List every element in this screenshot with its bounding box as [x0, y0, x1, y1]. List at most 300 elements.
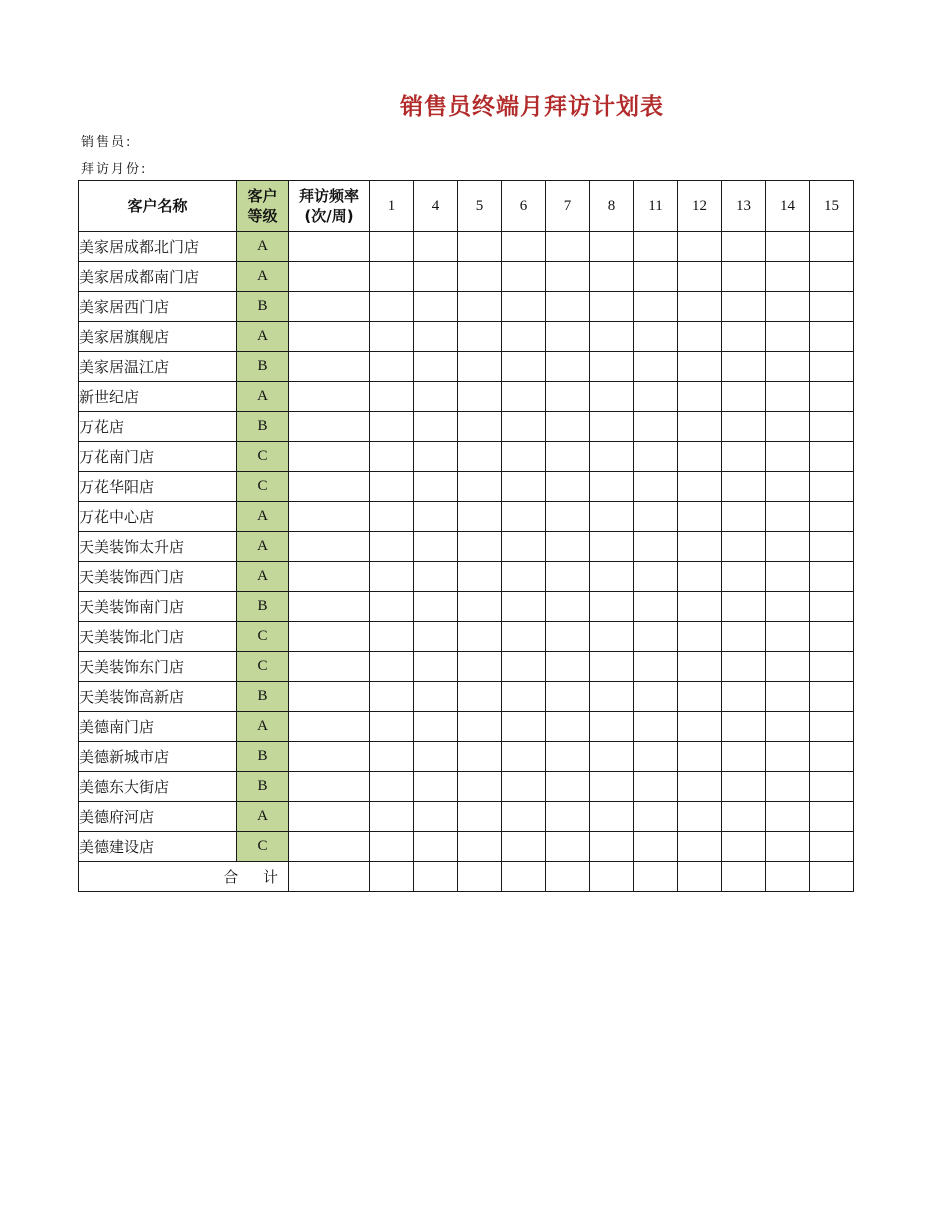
customer-level-cell[interactable]: B — [237, 352, 289, 382]
visit-day-cell[interactable] — [502, 502, 546, 532]
visit-day-cell[interactable] — [414, 532, 458, 562]
visit-day-cell[interactable] — [722, 262, 766, 292]
visit-day-cell[interactable] — [458, 682, 502, 712]
visit-day-cell[interactable] — [810, 802, 854, 832]
visit-day-cell[interactable] — [546, 442, 590, 472]
visit-day-cell[interactable] — [678, 322, 722, 352]
visit-day-cell[interactable] — [722, 502, 766, 532]
customer-level-cell[interactable]: B — [237, 682, 289, 712]
visit-day-cell[interactable] — [722, 322, 766, 352]
visit-day-cell[interactable] — [370, 322, 414, 352]
visit-day-cell[interactable] — [414, 832, 458, 862]
visit-day-cell[interactable] — [678, 682, 722, 712]
visit-day-cell[interactable] — [810, 712, 854, 742]
visit-day-cell[interactable] — [678, 472, 722, 502]
customer-name-cell[interactable]: 万花南门店 — [79, 442, 237, 472]
visit-day-cell[interactable] — [414, 352, 458, 382]
visit-day-cell[interactable] — [678, 352, 722, 382]
visit-day-cell[interactable] — [678, 832, 722, 862]
visit-day-cell[interactable] — [810, 382, 854, 412]
visit-day-cell[interactable] — [634, 472, 678, 502]
visit-day-cell[interactable] — [414, 412, 458, 442]
customer-level-cell[interactable]: A — [237, 502, 289, 532]
customer-level-cell[interactable]: B — [237, 292, 289, 322]
visit-day-cell[interactable] — [370, 562, 414, 592]
customer-name-cell[interactable]: 天美装饰西门店 — [79, 562, 237, 592]
visit-day-cell[interactable] — [722, 802, 766, 832]
visit-frequency-cell[interactable] — [289, 352, 370, 382]
visit-day-cell[interactable] — [370, 772, 414, 802]
visit-day-cell[interactable] — [546, 682, 590, 712]
visit-day-cell[interactable] — [722, 382, 766, 412]
customer-name-cell[interactable]: 天美装饰东门店 — [79, 652, 237, 682]
visit-day-cell[interactable] — [370, 532, 414, 562]
visit-day-cell[interactable] — [810, 442, 854, 472]
visit-day-cell[interactable] — [414, 292, 458, 322]
visit-day-cell[interactable] — [414, 262, 458, 292]
visit-day-cell[interactable] — [590, 652, 634, 682]
visit-day-cell[interactable] — [722, 232, 766, 262]
visit-day-cell[interactable] — [590, 832, 634, 862]
visit-day-cell[interactable] — [590, 262, 634, 292]
customer-name-cell[interactable]: 美德东大街店 — [79, 772, 237, 802]
customer-level-cell[interactable]: C — [237, 442, 289, 472]
visit-day-cell[interactable] — [502, 562, 546, 592]
visit-day-cell[interactable] — [414, 772, 458, 802]
visit-day-cell[interactable] — [634, 412, 678, 442]
visit-frequency-cell[interactable] — [289, 232, 370, 262]
customer-name-cell[interactable]: 美德建设店 — [79, 832, 237, 862]
visit-day-cell[interactable] — [502, 532, 546, 562]
visit-day-cell[interactable] — [810, 592, 854, 622]
visit-day-cell[interactable] — [766, 562, 810, 592]
visit-day-cell[interactable] — [546, 292, 590, 322]
visit-day-cell[interactable] — [502, 742, 546, 772]
visit-day-cell[interactable] — [766, 682, 810, 712]
customer-name-cell[interactable]: 天美装饰北门店 — [79, 622, 237, 652]
visit-day-cell[interactable] — [458, 502, 502, 532]
visit-day-cell[interactable] — [590, 622, 634, 652]
visit-day-cell[interactable] — [502, 622, 546, 652]
visit-day-cell[interactable] — [546, 592, 590, 622]
visit-day-cell[interactable] — [370, 262, 414, 292]
visit-day-cell[interactable] — [414, 682, 458, 712]
visit-day-cell[interactable] — [766, 652, 810, 682]
visit-frequency-cell[interactable] — [289, 382, 370, 412]
visit-day-cell[interactable] — [546, 472, 590, 502]
visit-day-cell[interactable] — [722, 682, 766, 712]
visit-day-cell[interactable] — [678, 532, 722, 562]
visit-day-cell[interactable] — [634, 532, 678, 562]
visit-day-cell[interactable] — [766, 232, 810, 262]
customer-name-cell[interactable]: 万花华阳店 — [79, 472, 237, 502]
visit-day-cell[interactable] — [458, 412, 502, 442]
visit-day-cell[interactable] — [546, 232, 590, 262]
visit-day-cell[interactable] — [458, 652, 502, 682]
visit-day-cell[interactable] — [370, 622, 414, 652]
visit-day-cell[interactable] — [370, 682, 414, 712]
customer-name-cell[interactable]: 天美装饰南门店 — [79, 592, 237, 622]
visit-frequency-cell[interactable] — [289, 682, 370, 712]
visit-day-cell[interactable] — [546, 412, 590, 442]
visit-day-cell[interactable] — [722, 442, 766, 472]
customer-name-cell[interactable]: 美家居旗舰店 — [79, 322, 237, 352]
visit-day-cell[interactable] — [502, 832, 546, 862]
visit-day-cell[interactable] — [634, 742, 678, 772]
visit-day-cell[interactable] — [766, 502, 810, 532]
visit-day-cell[interactable] — [458, 472, 502, 502]
visit-day-cell[interactable] — [634, 352, 678, 382]
visit-frequency-cell[interactable] — [289, 832, 370, 862]
total-cell[interactable] — [722, 862, 766, 892]
visit-day-cell[interactable] — [634, 562, 678, 592]
customer-level-cell[interactable]: A — [237, 802, 289, 832]
visit-day-cell[interactable] — [502, 472, 546, 502]
customer-name-cell[interactable]: 美家居温江店 — [79, 352, 237, 382]
visit-day-cell[interactable] — [590, 232, 634, 262]
visit-day-cell[interactable] — [766, 532, 810, 562]
visit-day-cell[interactable] — [546, 742, 590, 772]
visit-day-cell[interactable] — [414, 442, 458, 472]
visit-frequency-cell[interactable] — [289, 472, 370, 502]
visit-day-cell[interactable] — [590, 802, 634, 832]
visit-day-cell[interactable] — [722, 472, 766, 502]
total-cell[interactable] — [458, 862, 502, 892]
visit-day-cell[interactable] — [502, 412, 546, 442]
visit-day-cell[interactable] — [414, 802, 458, 832]
visit-day-cell[interactable] — [502, 652, 546, 682]
customer-level-cell[interactable]: A — [237, 532, 289, 562]
visit-day-cell[interactable] — [502, 352, 546, 382]
customer-name-cell[interactable]: 美德府河店 — [79, 802, 237, 832]
visit-day-cell[interactable] — [458, 532, 502, 562]
visit-day-cell[interactable] — [502, 772, 546, 802]
visit-day-cell[interactable] — [414, 562, 458, 592]
visit-day-cell[interactable] — [810, 262, 854, 292]
visit-frequency-cell[interactable] — [289, 772, 370, 802]
visit-day-cell[interactable] — [766, 442, 810, 472]
visit-day-cell[interactable] — [634, 442, 678, 472]
visit-day-cell[interactable] — [546, 832, 590, 862]
visit-day-cell[interactable] — [810, 352, 854, 382]
visit-day-cell[interactable] — [678, 262, 722, 292]
customer-name-cell[interactable]: 美家居成都北门店 — [79, 232, 237, 262]
visit-day-cell[interactable] — [502, 262, 546, 292]
customer-level-cell[interactable]: C — [237, 652, 289, 682]
visit-frequency-cell[interactable] — [289, 592, 370, 622]
visit-day-cell[interactable] — [590, 442, 634, 472]
visit-day-cell[interactable] — [414, 742, 458, 772]
visit-day-cell[interactable] — [810, 532, 854, 562]
customer-level-cell[interactable]: B — [237, 772, 289, 802]
visit-day-cell[interactable] — [546, 772, 590, 802]
visit-day-cell[interactable] — [678, 712, 722, 742]
visit-day-cell[interactable] — [502, 712, 546, 742]
customer-name-cell[interactable]: 美家居西门店 — [79, 292, 237, 322]
visit-day-cell[interactable] — [810, 682, 854, 712]
visit-day-cell[interactable] — [634, 262, 678, 292]
visit-day-cell[interactable] — [370, 442, 414, 472]
visit-day-cell[interactable] — [370, 802, 414, 832]
visit-day-cell[interactable] — [678, 802, 722, 832]
visit-day-cell[interactable] — [414, 652, 458, 682]
visit-day-cell[interactable] — [370, 592, 414, 622]
visit-day-cell[interactable] — [766, 382, 810, 412]
customer-name-cell[interactable]: 美家居成都南门店 — [79, 262, 237, 292]
visit-day-cell[interactable] — [370, 352, 414, 382]
visit-frequency-cell[interactable] — [289, 322, 370, 352]
visit-frequency-cell[interactable] — [289, 532, 370, 562]
visit-day-cell[interactable] — [810, 742, 854, 772]
visit-day-cell[interactable] — [370, 712, 414, 742]
visit-day-cell[interactable] — [546, 802, 590, 832]
visit-day-cell[interactable] — [458, 382, 502, 412]
visit-day-cell[interactable] — [458, 442, 502, 472]
customer-level-cell[interactable]: A — [237, 322, 289, 352]
visit-day-cell[interactable] — [766, 262, 810, 292]
visit-day-cell[interactable] — [678, 232, 722, 262]
visit-day-cell[interactable] — [810, 322, 854, 352]
visit-day-cell[interactable] — [810, 472, 854, 502]
visit-day-cell[interactable] — [546, 262, 590, 292]
visit-day-cell[interactable] — [634, 772, 678, 802]
visit-day-cell[interactable] — [370, 412, 414, 442]
visit-day-cell[interactable] — [590, 502, 634, 532]
visit-day-cell[interactable] — [722, 772, 766, 802]
customer-level-cell[interactable]: C — [237, 472, 289, 502]
visit-day-cell[interactable] — [458, 772, 502, 802]
visit-day-cell[interactable] — [634, 652, 678, 682]
visit-day-cell[interactable] — [590, 412, 634, 442]
visit-day-cell[interactable] — [678, 502, 722, 532]
visit-day-cell[interactable] — [766, 292, 810, 322]
visit-day-cell[interactable] — [502, 292, 546, 322]
visit-day-cell[interactable] — [458, 322, 502, 352]
visit-day-cell[interactable] — [414, 712, 458, 742]
visit-day-cell[interactable] — [810, 232, 854, 262]
total-cell[interactable] — [766, 862, 810, 892]
visit-day-cell[interactable] — [502, 232, 546, 262]
visit-day-cell[interactable] — [634, 232, 678, 262]
visit-day-cell[interactable] — [766, 592, 810, 622]
visit-day-cell[interactable] — [458, 832, 502, 862]
customer-name-cell[interactable]: 天美装饰高新店 — [79, 682, 237, 712]
visit-frequency-cell[interactable] — [289, 712, 370, 742]
visit-day-cell[interactable] — [590, 742, 634, 772]
visit-day-cell[interactable] — [766, 352, 810, 382]
visit-day-cell[interactable] — [590, 772, 634, 802]
total-cell[interactable] — [502, 862, 546, 892]
visit-day-cell[interactable] — [502, 442, 546, 472]
visit-day-cell[interactable] — [370, 472, 414, 502]
visit-day-cell[interactable] — [634, 712, 678, 742]
visit-day-cell[interactable] — [590, 682, 634, 712]
visit-day-cell[interactable] — [590, 472, 634, 502]
visit-day-cell[interactable] — [634, 832, 678, 862]
visit-day-cell[interactable] — [590, 532, 634, 562]
total-cell[interactable] — [810, 862, 854, 892]
visit-frequency-cell[interactable] — [289, 802, 370, 832]
customer-level-cell[interactable]: A — [237, 712, 289, 742]
customer-level-cell[interactable]: A — [237, 382, 289, 412]
visit-day-cell[interactable] — [590, 292, 634, 322]
visit-frequency-cell[interactable] — [289, 622, 370, 652]
visit-day-cell[interactable] — [634, 682, 678, 712]
visit-day-cell[interactable] — [634, 292, 678, 322]
visit-day-cell[interactable] — [810, 292, 854, 322]
visit-day-cell[interactable] — [722, 592, 766, 622]
visit-day-cell[interactable] — [414, 322, 458, 352]
visit-day-cell[interactable] — [678, 412, 722, 442]
customer-level-cell[interactable]: B — [237, 742, 289, 772]
customer-level-cell[interactable]: B — [237, 412, 289, 442]
customer-name-cell[interactable]: 美德新城市店 — [79, 742, 237, 772]
visit-day-cell[interactable] — [370, 502, 414, 532]
visit-day-cell[interactable] — [810, 622, 854, 652]
visit-day-cell[interactable] — [502, 682, 546, 712]
visit-day-cell[interactable] — [546, 532, 590, 562]
visit-day-cell[interactable] — [458, 292, 502, 322]
visit-day-cell[interactable] — [766, 802, 810, 832]
customer-level-cell[interactable]: A — [237, 562, 289, 592]
visit-day-cell[interactable] — [722, 742, 766, 772]
visit-day-cell[interactable] — [810, 562, 854, 592]
visit-day-cell[interactable] — [458, 262, 502, 292]
visit-day-cell[interactable] — [766, 322, 810, 352]
visit-day-cell[interactable] — [634, 802, 678, 832]
visit-day-cell[interactable] — [678, 562, 722, 592]
visit-day-cell[interactable] — [634, 322, 678, 352]
total-cell[interactable] — [370, 862, 414, 892]
visit-day-cell[interactable] — [678, 292, 722, 322]
visit-day-cell[interactable] — [458, 712, 502, 742]
visit-day-cell[interactable] — [766, 832, 810, 862]
visit-day-cell[interactable] — [722, 562, 766, 592]
customer-level-cell[interactable]: C — [237, 832, 289, 862]
visit-day-cell[interactable] — [722, 292, 766, 322]
visit-day-cell[interactable] — [546, 622, 590, 652]
visit-day-cell[interactable] — [722, 622, 766, 652]
visit-day-cell[interactable] — [502, 592, 546, 622]
visit-day-cell[interactable] — [414, 382, 458, 412]
visit-day-cell[interactable] — [546, 502, 590, 532]
visit-day-cell[interactable] — [546, 712, 590, 742]
visit-day-cell[interactable] — [634, 382, 678, 412]
visit-day-cell[interactable] — [722, 352, 766, 382]
visit-day-cell[interactable] — [370, 232, 414, 262]
visit-day-cell[interactable] — [546, 382, 590, 412]
visit-day-cell[interactable] — [502, 382, 546, 412]
visit-day-cell[interactable] — [414, 622, 458, 652]
visit-day-cell[interactable] — [546, 652, 590, 682]
visit-day-cell[interactable] — [766, 472, 810, 502]
visit-day-cell[interactable] — [370, 742, 414, 772]
visit-frequency-cell[interactable] — [289, 292, 370, 322]
visit-day-cell[interactable] — [414, 472, 458, 502]
customer-name-cell[interactable]: 天美装饰太升店 — [79, 532, 237, 562]
visit-day-cell[interactable] — [810, 652, 854, 682]
visit-day-cell[interactable] — [678, 622, 722, 652]
visit-frequency-cell[interactable] — [289, 502, 370, 532]
visit-day-cell[interactable] — [678, 592, 722, 622]
visit-frequency-cell[interactable] — [289, 652, 370, 682]
visit-day-cell[interactable] — [458, 742, 502, 772]
visit-day-cell[interactable] — [458, 562, 502, 592]
visit-frequency-cell[interactable] — [289, 562, 370, 592]
customer-name-cell[interactable]: 万花中心店 — [79, 502, 237, 532]
visit-day-cell[interactable] — [678, 442, 722, 472]
visit-day-cell[interactable] — [590, 322, 634, 352]
visit-day-cell[interactable] — [590, 352, 634, 382]
visit-day-cell[interactable] — [634, 592, 678, 622]
customer-level-cell[interactable]: A — [237, 232, 289, 262]
visit-day-cell[interactable] — [722, 532, 766, 562]
visit-day-cell[interactable] — [678, 772, 722, 802]
visit-day-cell[interactable] — [590, 712, 634, 742]
visit-frequency-cell[interactable] — [289, 442, 370, 472]
total-cell[interactable] — [678, 862, 722, 892]
visit-day-cell[interactable] — [370, 382, 414, 412]
visit-day-cell[interactable] — [590, 562, 634, 592]
visit-day-cell[interactable] — [458, 352, 502, 382]
visit-day-cell[interactable] — [766, 622, 810, 652]
visit-day-cell[interactable] — [810, 832, 854, 862]
visit-frequency-cell[interactable] — [289, 742, 370, 772]
visit-day-cell[interactable] — [722, 652, 766, 682]
total-cell[interactable] — [414, 862, 458, 892]
total-cell[interactable] — [634, 862, 678, 892]
visit-day-cell[interactable] — [370, 652, 414, 682]
visit-day-cell[interactable] — [414, 502, 458, 532]
visit-day-cell[interactable] — [590, 592, 634, 622]
visit-day-cell[interactable] — [634, 502, 678, 532]
visit-day-cell[interactable] — [634, 622, 678, 652]
visit-day-cell[interactable] — [766, 712, 810, 742]
visit-day-cell[interactable] — [546, 352, 590, 382]
visit-day-cell[interactable] — [458, 592, 502, 622]
total-cell[interactable] — [289, 862, 370, 892]
visit-day-cell[interactable] — [370, 832, 414, 862]
visit-day-cell[interactable] — [810, 772, 854, 802]
customer-level-cell[interactable]: B — [237, 592, 289, 622]
customer-name-cell[interactable]: 新世纪店 — [79, 382, 237, 412]
visit-frequency-cell[interactable] — [289, 262, 370, 292]
customer-level-cell[interactable]: C — [237, 622, 289, 652]
visit-day-cell[interactable] — [502, 322, 546, 352]
customer-name-cell[interactable]: 美德南门店 — [79, 712, 237, 742]
visit-day-cell[interactable] — [810, 412, 854, 442]
visit-day-cell[interactable] — [678, 652, 722, 682]
visit-day-cell[interactable] — [458, 802, 502, 832]
visit-day-cell[interactable] — [678, 382, 722, 412]
visit-day-cell[interactable] — [370, 292, 414, 322]
visit-day-cell[interactable] — [458, 232, 502, 262]
visit-day-cell[interactable] — [414, 592, 458, 622]
total-cell[interactable] — [546, 862, 590, 892]
total-cell[interactable] — [590, 862, 634, 892]
visit-day-cell[interactable] — [766, 412, 810, 442]
visit-day-cell[interactable] — [546, 322, 590, 352]
visit-day-cell[interactable] — [722, 412, 766, 442]
visit-day-cell[interactable] — [546, 562, 590, 592]
visit-day-cell[interactable] — [766, 772, 810, 802]
visit-day-cell[interactable] — [810, 502, 854, 532]
visit-day-cell[interactable] — [590, 382, 634, 412]
visit-day-cell[interactable] — [502, 802, 546, 832]
customer-level-cell[interactable]: A — [237, 262, 289, 292]
customer-name-cell[interactable]: 万花店 — [79, 412, 237, 442]
visit-day-cell[interactable] — [722, 712, 766, 742]
